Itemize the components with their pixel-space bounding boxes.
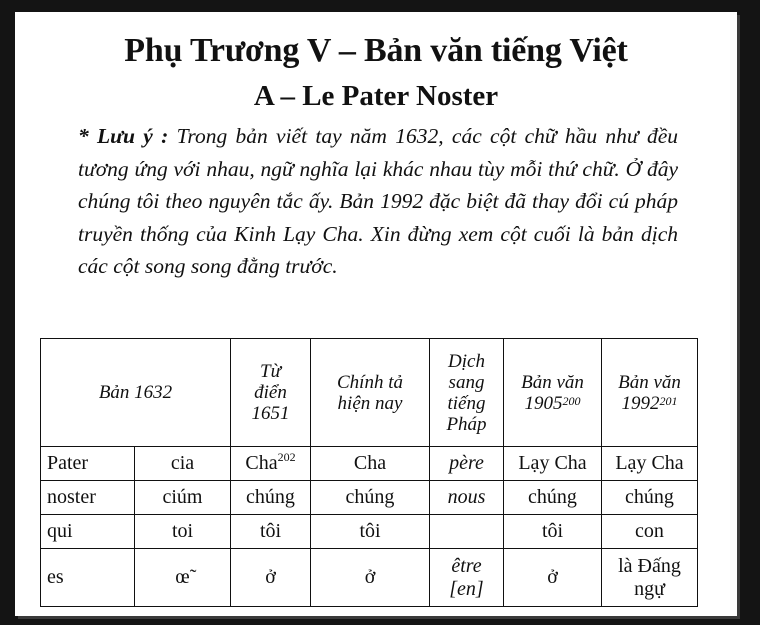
cell-phap: [430, 515, 504, 549]
cell-chinh-ta: tôi: [311, 515, 430, 549]
footnote-ref: 202: [277, 450, 296, 464]
cell-chinh-ta: chúng: [311, 481, 430, 515]
cell-1992: Lạy Cha: [602, 447, 698, 481]
header-tu-dien-1651: [231, 339, 311, 447]
table-row: [41, 447, 698, 481]
cell-1905: ở: [504, 549, 602, 607]
cell-tu-dien: chúng: [231, 481, 311, 515]
header-text: Bản văn: [521, 371, 584, 393]
table-row: [41, 515, 698, 549]
header-text: Bản văn: [618, 371, 681, 393]
cell-1632: ciúm: [135, 481, 231, 515]
cell-tu-dien: tôi: [231, 515, 311, 549]
table-row: [41, 481, 698, 515]
cell-1905: tôi: [504, 515, 602, 549]
cell-text: Cha: [245, 452, 278, 474]
note-label: * Lưu ý :: [78, 124, 169, 148]
cell-1632: toi: [135, 515, 231, 549]
note-paragraph: [78, 120, 678, 283]
document-page: [15, 12, 737, 616]
cell-1905: chúng: [504, 481, 602, 515]
header-text: 1651: [251, 403, 290, 424]
cell-latin: qui: [41, 515, 135, 549]
header-text: Pháp: [446, 413, 487, 435]
page-subtitle: A – Le Pater Noster: [253, 80, 499, 112]
cell-phap: père: [430, 447, 504, 481]
cell-1992: con: [602, 515, 698, 549]
cell-1632: cia: [135, 447, 231, 481]
cell-latin: Pater: [41, 447, 135, 481]
footnote-ref: 200: [562, 393, 581, 408]
header-ban-1632: Bản 1632: [41, 339, 231, 447]
cell-chinh-ta: Cha: [311, 447, 430, 481]
page-title: Phụ Trương V – Bản văn tiếng Việt: [124, 32, 628, 69]
header-text: tiếng: [447, 392, 486, 414]
header-row: [41, 339, 698, 447]
cell-1632: œ̃: [135, 549, 231, 607]
header-ban-van-1905: [504, 339, 602, 447]
cell-chinh-ta: ở: [311, 549, 430, 607]
cell-text: là Đấng: [618, 554, 681, 577]
cell-text: [en]: [449, 577, 484, 600]
header-text: sang: [448, 371, 485, 393]
header-text: Dịch: [448, 350, 485, 372]
header-text: Chính tả: [337, 371, 403, 393]
cell-latin: es: [41, 549, 135, 607]
pater-noster-table: [40, 338, 698, 607]
header-text: 1905: [524, 392, 563, 414]
cell-1992: chúng: [602, 481, 698, 515]
header-text: Từ: [260, 361, 281, 382]
header-text: điển: [254, 382, 287, 403]
header-chinh-ta: [311, 339, 430, 447]
header-dich-phap: [430, 339, 504, 447]
cell-phap: [430, 549, 504, 607]
cell-1992: [602, 549, 698, 607]
header-ban-van-1992: [602, 339, 698, 447]
cell-text: ngự: [634, 577, 665, 600]
header-text: 1992: [621, 392, 660, 414]
cell-tu-dien: [231, 447, 311, 481]
table-row: [41, 549, 698, 607]
cell-text: être: [451, 554, 482, 577]
cell-tu-dien: ở: [231, 549, 311, 607]
cell-1905: Lạy Cha: [504, 447, 602, 481]
cell-phap: nous: [430, 481, 504, 515]
cell-latin: noster: [41, 481, 135, 515]
footnote-ref: 201: [659, 393, 678, 408]
note-text: Trong bản viết tay năm 1632, các cột chữ hầu như đều tương ứng với nhau, ngữ nghĩa lại khác nhau tùy mỗi thứ chữ. Ở đây chúng tôi theo nguyên tắc ấy. Bản 1992 đặc biệt đã thay đổi cú pháp truyền thống của Kinh Lạy Cha. Xin đừng xem cột cuối là bản dịch các cột song song đằng trước.: [78, 124, 678, 279]
header-text: hiện nay: [337, 392, 403, 414]
